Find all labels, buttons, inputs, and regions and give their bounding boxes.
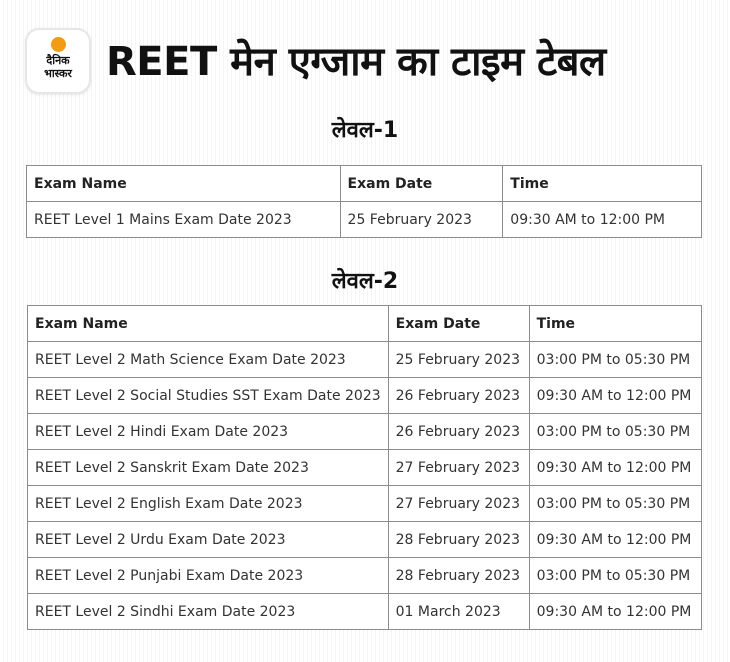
exam-name-cell: REET Level 2 Sindhi Exam Date 2023 [28,594,389,630]
time-cell: 03:00 PM to 05:30 PM [529,486,701,522]
exam-date-cell: 27 February 2023 [388,450,529,486]
exam-name-cell: REET Level 2 Punjabi Exam Date 2023 [28,558,389,594]
time-cell: 09:30 AM to 12:00 PM [529,522,701,558]
exam-date-cell: 27 February 2023 [388,486,529,522]
logo-text-line2: भास्कर [44,67,72,80]
exam-date-cell: 26 February 2023 [388,378,529,414]
table-row [27,202,702,238]
table-row [28,378,702,414]
time-cell: 03:00 PM to 05:30 PM [529,414,701,450]
header [0,0,730,100]
column-header-exam-name: Exam Name [28,306,389,342]
dainik-bhaskar-logo [27,30,89,92]
exam-name-cell: REET Level 2 Hindi Exam Date 2023 [28,414,389,450]
level-2-heading: लेवल-2 [331,269,399,294]
exam-name-cell: REET Level 2 Social Studies SST Exam Date 2023 [28,378,389,414]
table-row [28,558,702,594]
exam-date-cell: 25 February 2023 [388,342,529,378]
exam-date-cell: 28 February 2023 [388,558,529,594]
column-header-time: Time [529,306,701,342]
table-row [28,414,702,450]
time-cell: 03:00 PM to 05:30 PM [529,342,701,378]
column-header-exam-date: Exam Date [388,306,529,342]
level-1-heading: लेवल-1 [331,118,399,143]
time-cell: 09:30 AM to 12:00 PM [529,450,701,486]
time-cell: 09:30 AM to 12:00 PM [529,594,701,630]
table-row [28,486,702,522]
table-row [28,342,702,378]
exam-name-cell: REET Level 2 Urdu Exam Date 2023 [28,522,389,558]
exam-date-cell: 25 February 2023 [340,202,503,238]
page-title: REET मेन एग्जाम का टाइम टेबल [106,39,606,85]
level-1-table [26,165,702,238]
logo-text-line1: दैनिक [46,54,70,67]
exam-name-cell: REET Level 1 Mains Exam Date 2023 [27,202,341,238]
level-2-table [27,305,702,630]
exam-name-cell: REET Level 2 Sanskrit Exam Date 2023 [28,450,389,486]
table-row [28,594,702,630]
exam-date-cell: 01 March 2023 [388,594,529,630]
time-cell: 03:00 PM to 05:30 PM [529,558,701,594]
sun-icon [51,37,66,52]
exam-name-cell: REET Level 2 English Exam Date 2023 [28,486,389,522]
table-row [28,522,702,558]
column-header-time: Time [503,166,702,202]
column-header-exam-date: Exam Date [340,166,503,202]
time-cell: 09:30 AM to 12:00 PM [529,378,701,414]
exam-name-cell: REET Level 2 Math Science Exam Date 2023 [28,342,389,378]
table-row [28,450,702,486]
column-header-exam-name: Exam Name [27,166,341,202]
table-header-row [27,166,702,202]
exam-date-cell: 28 February 2023 [388,522,529,558]
exam-date-cell: 26 February 2023 [388,414,529,450]
table-header-row [28,306,702,342]
time-cell: 09:30 AM to 12:00 PM [503,202,702,238]
